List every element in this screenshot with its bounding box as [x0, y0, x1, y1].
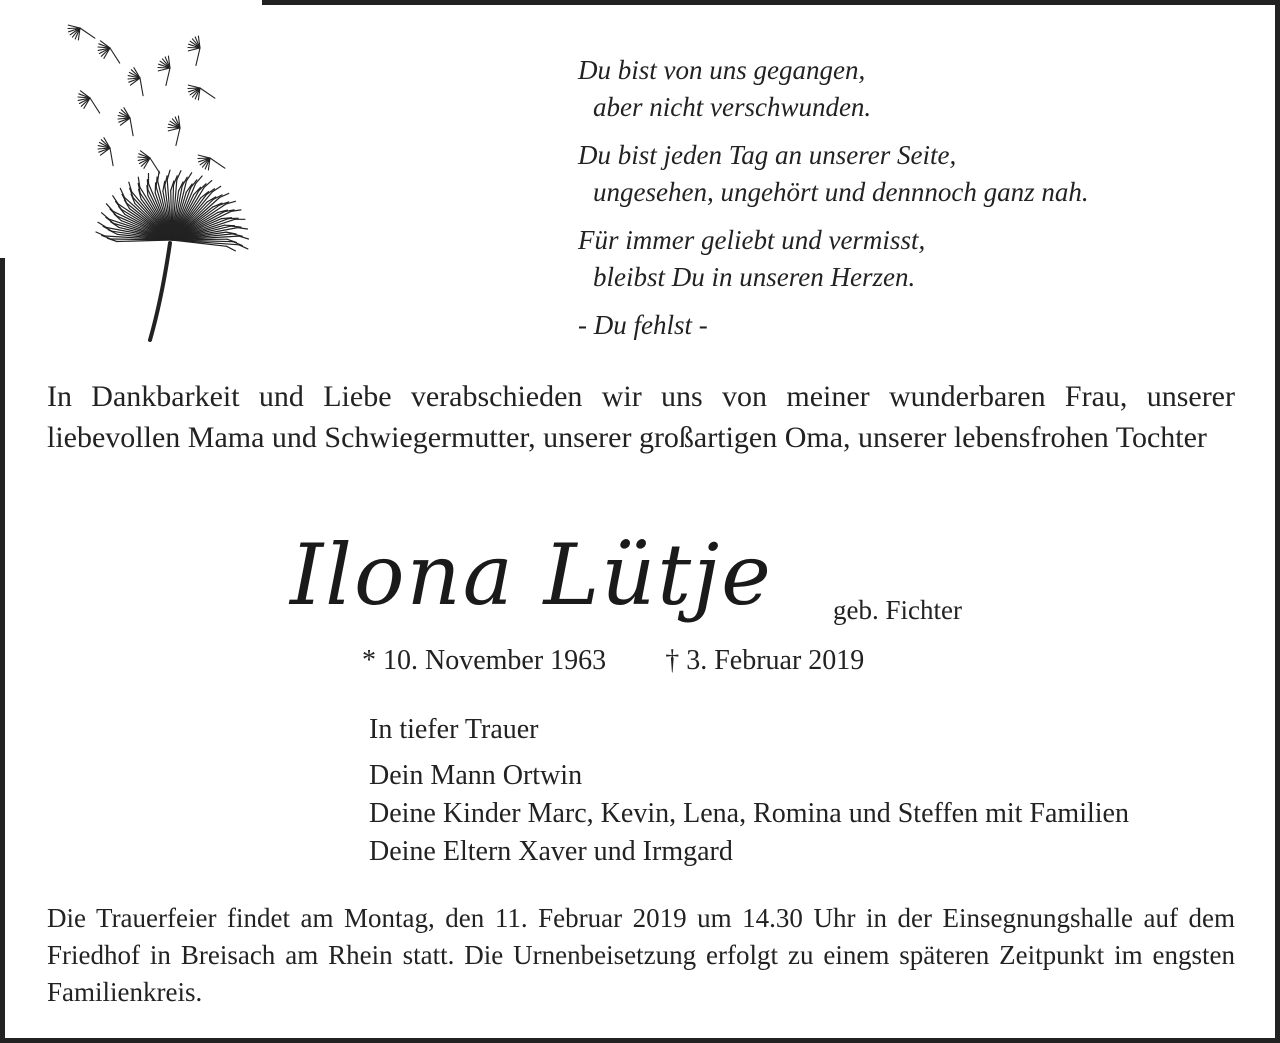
birth-date: * 10. November 1963 [362, 645, 607, 676]
life-dates [362, 645, 864, 677]
poem-line: aber nicht verschwunden. [593, 92, 872, 122]
mourner-line: Deine Kinder Marc, Kevin, Lena, Romina und Steffen mit Familien [369, 798, 1129, 829]
border-bottom [0, 1038, 1280, 1043]
mourners [369, 711, 1129, 871]
mourners-lead: In tiefer Trauer [369, 714, 539, 745]
poem [578, 52, 1089, 344]
deceased-name: Ilona Lütje [290, 526, 773, 624]
poem-stanza [578, 52, 1089, 126]
poem-stanza [578, 222, 1089, 296]
maiden-name: geb. Fichter [833, 595, 962, 625]
dandelion-icon [50, 8, 260, 343]
poem-line: Du bist jeden Tag an unserer Seite, [578, 140, 957, 170]
mourner-line: Dein Mann Ortwin [369, 760, 583, 791]
poem-stanza [578, 137, 1089, 211]
poem-line: Du bist von uns gegangen, [578, 55, 866, 85]
border-left [0, 258, 5, 1043]
ceremony-notice: Die Trauerfeier findet am Montag, den 11. Februar 2019 um 14.30 Uhr in der Einsegnungshalle auf dem Friedhof in Breisach am Rhein statt. Die Urnenbeisetzung erfolgt zu einem späteren Zeitpunkt im engsten Familienkreis. [47, 903, 1235, 1007]
mourner-line: Deine Eltern Xaver und Irmgard [369, 836, 733, 867]
death-date: † 3. Februar 2019 [665, 645, 865, 676]
intro-text: In Dankbarkeit und Liebe verabschieden wir uns von meiner wunderbaren Frau, unserer liebevollen Mama und Schwiegermutter, unserer großartigen Oma, unserer lebensfrohen Tochter [47, 380, 1235, 454]
deceased-name-row [290, 520, 1010, 640]
poem-closing: - Du fehlst - [578, 310, 708, 340]
border-top [262, 0, 1280, 5]
poem-line: ungesehen, ungehört und dennnoch ganz nah. [593, 177, 1089, 207]
poem-line: bleibst Du in unseren Herzen. [593, 262, 916, 292]
border-right [1275, 0, 1280, 1043]
poem-line: Für immer geliebt und vermisst, [578, 225, 926, 255]
